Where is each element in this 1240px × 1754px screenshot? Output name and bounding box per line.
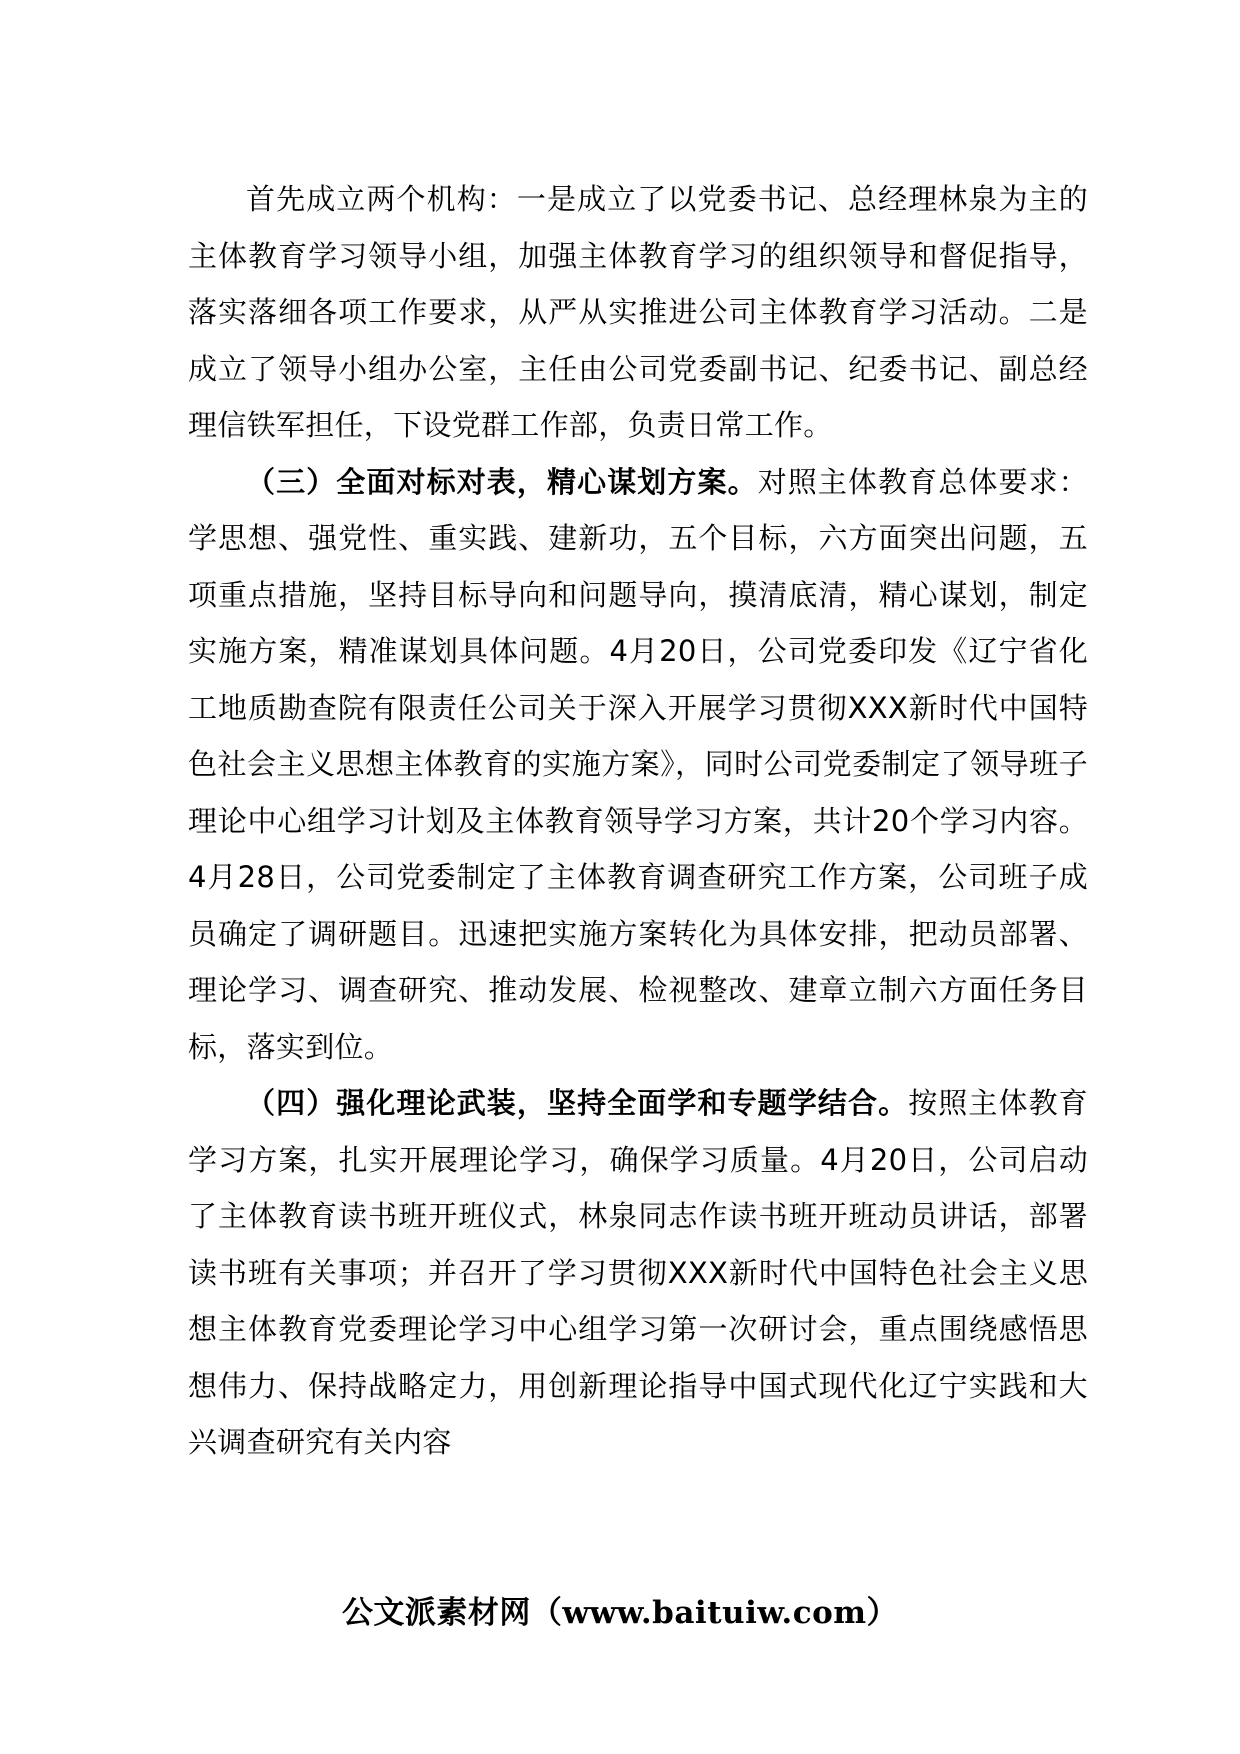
section-4-heading: （四）强化理论武装，坚持全面学和专题学结合。 [246,1086,909,1120]
document-body [188,171,1088,1471]
section-3-text: 对照主体教育总体要求：学思想、强党性、重实践、建新功，五个目标，六方面突出问题，五项重点措施，坚持目标导向和问题导向，摸清底清，精心谋划，制定实施方案，精准谋划具体问题。4月20日，公司党委印发《辽宁省化工地质勘查院有限责任公司关于深入开展学习贯彻XXX新时代中国特色社会主义思想主体教育的实施方案》，同时公司党委制定了领导班子理论中心组学习计划及主体教育领导学习方案，共计20个学习内容。4月28日，公司党委制定了主体教育调查研究工作方案，公司班子成员确定了调研题目。迅速把实施方案转化为具体安排，把动员部署、理论学习、调查研究、推动发展、检视整改、建章立制六方面任务目标，落实到位。 [188,464,1088,1064]
paragraph-section-4 [188,1075,1088,1471]
section-4-text: 按照主体教育学习方案，扎实开展理论学习，确保学习质量。4月20日，公司启动了主体教育读书班开班仪式，林泉同志作读书班开班动员讲话，部署读书班有关事项；并召开了学习贯彻XXX新时代中国特色社会主义思想主体教育党委理论学习中心组学习第一次研讨会，重点围绕感悟思想伟力、保持战略定力，用创新理论指导中国式现代化辽宁实践和大兴调查研究有关内容 [188,1086,1088,1459]
section-3-heading: （三）全面对标对表，精心谋划方案。 [246,464,758,499]
footer-watermark-text: 公文派素材网（www.baituiw.com） [341,1595,899,1631]
paragraph-institutions [188,171,1088,454]
paragraph-section-3 [188,454,1088,1076]
paragraph-text: 首先成立两个机构：一是成立了以党委书记、总经理林泉为主的主体教育学习领导小组，加强主体教育学习的组织领导和督促指导，落实落细各项工作要求，从严从实推进公司主体教育学习活动。二是成立了领导小组办公室，主任由公司党委副书记、纪委书记、副总经理信铁军担任，下设党群工作部，负责日常工作。 [188,182,1088,442]
